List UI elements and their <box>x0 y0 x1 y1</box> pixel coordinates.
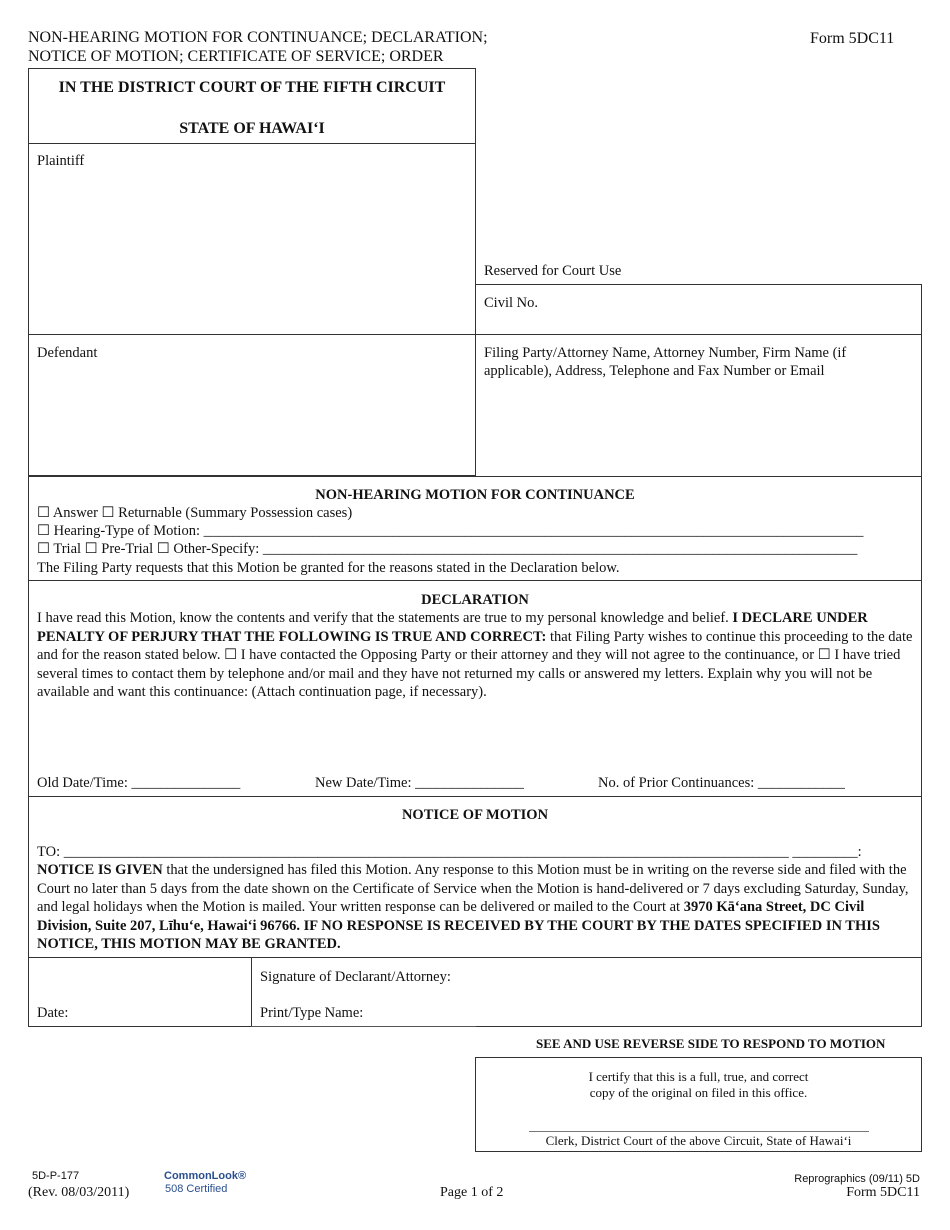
clerk-label: Clerk, District Court of the above Circuit, State of Hawai‘i <box>545 1133 852 1148</box>
reverse-side-note: SEE AND USE REVERSE SIDE TO RESPOND TO MOTION <box>536 1036 886 1051</box>
filing-party-label-line1: Filing Party/Attorney Name, Attorney Number, Firm Name (if <box>484 345 847 361</box>
divider <box>251 1026 476 1027</box>
notice-text: NOTICE IS GIVEN that the undersigned has filed this Motion. Any response to this Motion must be in writing on the reverse side and filed with the Court no later than 5 days from the date shown on the Certificate of Service when the Motion is hand-delivered or 7 days excluding Saturday, Sunday, and legal holidays when the Motion is mailed. Your written response can be delivered or mailed to the Court at 3970 Kā‘ana Street, DC Civil Division, Suite 207, Līhu‘e, Hawai‘i 96766. IF NO RESPONSE IS RECEIVED BY THE COURT BY THE DATES SPECIFIED IN THIS NOTICE, THIS MOTION MAY BE GRANTED. <box>37 862 909 952</box>
divider <box>921 284 922 476</box>
reserved-for-court-use-label: Reserved for Court Use <box>484 263 622 279</box>
new-date-time-field[interactable]: New Date/Time: _______________ <box>315 775 524 791</box>
reprographics-code: Reprographics (09/11) 5D <box>794 1173 920 1185</box>
divider <box>251 957 252 1027</box>
motion-type-trial[interactable]: ☐ Trial ☐ Pre-Trial ☐ Other-Specify: __________________________________________________________________________________ <box>37 541 858 557</box>
certify-line2: copy of the original on filed in this office. <box>589 1085 808 1100</box>
revision-date: (Rev. 08/03/2011) <box>28 1185 130 1200</box>
motion-heading: NON-HEARING MOTION FOR CONTINUANCE <box>315 487 635 503</box>
court-name: IN THE DISTRICT COURT OF THE FIFTH CIRCUIT <box>58 79 446 96</box>
divider <box>28 957 922 958</box>
divider <box>28 334 922 335</box>
notice-to-field[interactable]: TO: ____________________________________________________________________________________________________ _________: <box>37 844 862 860</box>
plaintiff-label: Plaintiff <box>37 153 85 169</box>
motion-type-hearing[interactable]: ☐ Hearing-Type of Motion: ___________________________________________________________________________________________ <box>37 523 864 539</box>
document-title-line2: NOTICE OF MOTION; CERTIFICATE OF SERVICE; ORDER <box>28 48 444 65</box>
document-title-line1: NON-HEARING MOTION FOR CONTINUANCE; DECLARATION; <box>28 29 488 46</box>
commonlook-certified-text: 508 Certified <box>165 1183 228 1195</box>
divider <box>28 143 476 144</box>
commonlook-logo: CommonLook® <box>164 1170 247 1182</box>
form-code: 5D-P-177 <box>32 1170 80 1182</box>
prior-continuances-field[interactable]: No. of Prior Continuances: ____________ <box>598 775 845 791</box>
defendant-label: Defendant <box>37 345 98 361</box>
form-id-top: Form 5DC11 <box>810 30 895 47</box>
motion-type-answer-returnable[interactable]: ☐ Answer ☐ Returnable (Summary Possession cases) <box>37 505 353 521</box>
declaration-heading: DECLARATION <box>421 592 529 608</box>
date-label: Date: <box>37 1005 69 1021</box>
divider <box>28 580 922 581</box>
old-date-time-field[interactable]: Old Date/Time: _______________ <box>37 775 241 791</box>
civil-no-label: Civil No. <box>484 295 538 311</box>
page-number: Page 1 of 2 <box>440 1185 504 1200</box>
declaration-text: I have read this Motion, know the contents and verify that the statements are true to my personal knowledge and belief. I DECLARE UNDER PENALTY OF PERJURY THAT THE FOLLOWING IS TRUE AND CORRECT: that Filing Party wishes to continue this proceeding to the date and for the reason stated below. ☐ I have contacted the Opposing Party or their attorney and they will not agree to the continuance, or ☐ I have tried several times to contact them by telephone and/or mail and they have not returned my calls or answered my letters. Explain why you will not be available and want this continuance: (Attach continuation page, if necessary). <box>37 610 913 700</box>
form-id-bottom: Form 5DC11 <box>846 1185 920 1200</box>
divider <box>28 796 922 797</box>
print-name-label: Print/Type Name: <box>260 1005 364 1021</box>
notice-heading: NOTICE OF MOTION <box>401 807 549 823</box>
filing-party-label-line2: applicable), Address, Telephone and Fax Number or Email <box>484 363 825 379</box>
divider <box>476 284 922 285</box>
certify-line1: I certify that this is a full, true, and correct <box>588 1069 809 1084</box>
signature-label: Signature of Declarant/Attorney: <box>260 969 451 985</box>
court-state: STATE OF HAWAI‘I <box>179 120 325 137</box>
motion-request-text: The Filing Party requests that this Motion be granted for the reasons stated in the Declaration below. <box>37 560 620 576</box>
